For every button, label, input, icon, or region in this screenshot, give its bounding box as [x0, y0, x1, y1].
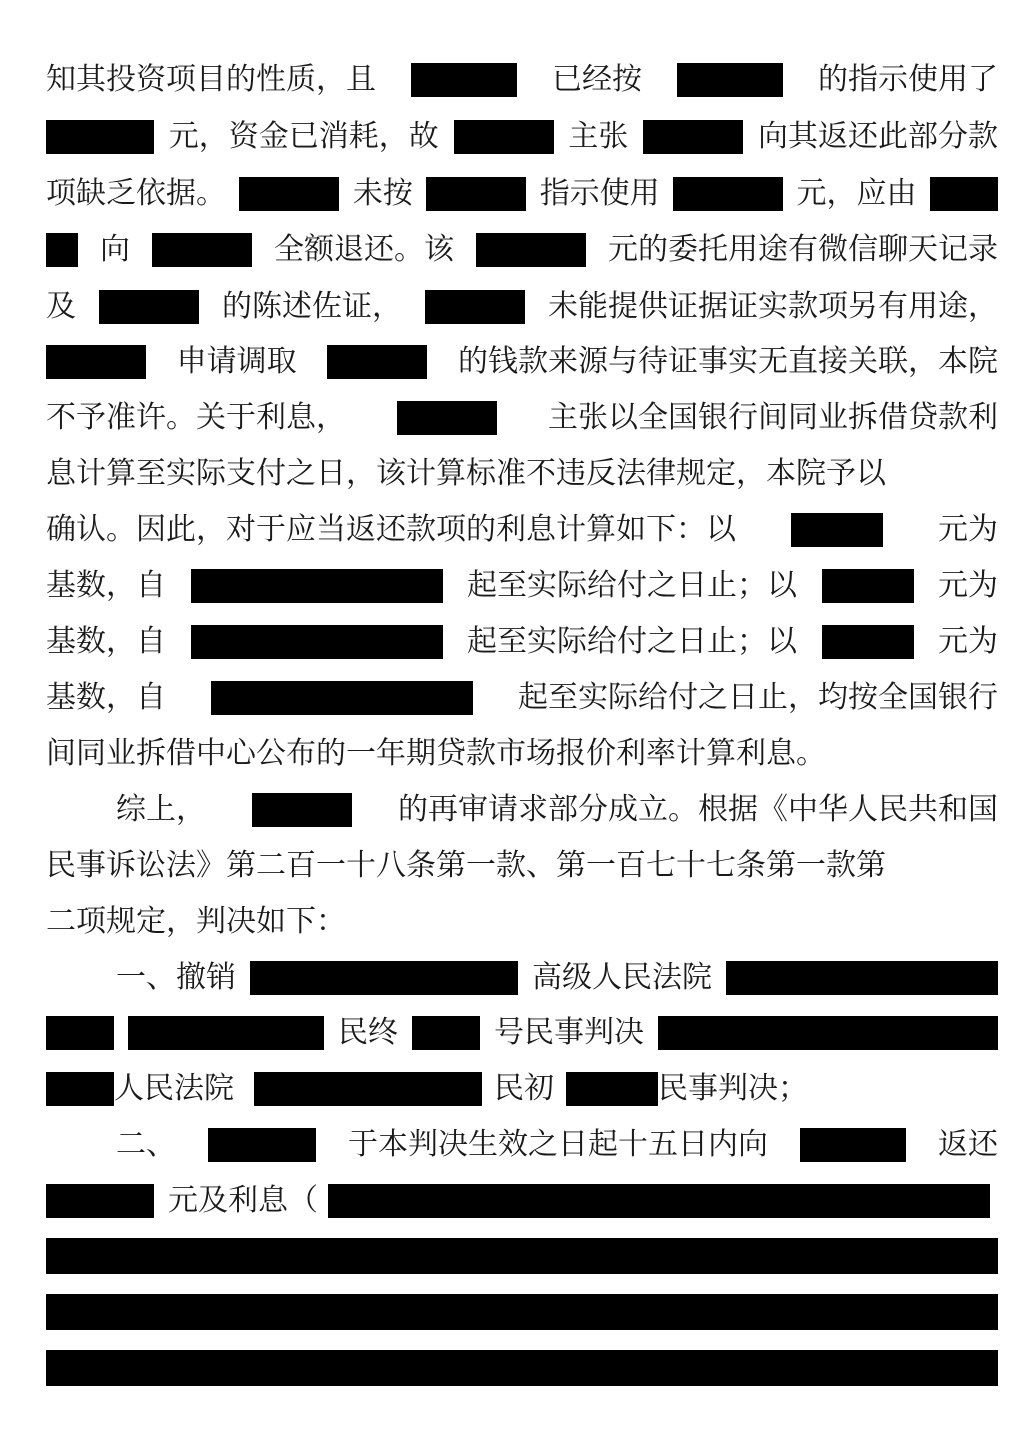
text-segment: 主张	[568, 119, 629, 154]
text-segment: 元及利息（	[168, 1183, 318, 1218]
redaction-block	[454, 120, 554, 154]
redaction-block	[822, 569, 914, 603]
redaction-block	[46, 233, 78, 267]
text-segment: 间同业拆借中心公布的一年期贷款市场报价利率计算利息。	[46, 736, 826, 771]
text-segment: 元，资金已消耗，故	[168, 119, 439, 154]
text-segment: 高级人民法院	[532, 960, 712, 995]
text-line	[46, 119, 998, 155]
text-segment: 未按	[352, 176, 413, 211]
text-segment: 民事判决；	[658, 1071, 808, 1106]
redaction-block	[658, 1016, 998, 1050]
text-segment: 主张以全国银行间同业拆借贷款利	[548, 400, 998, 435]
redaction-block	[476, 233, 586, 267]
text-segment: 元为	[938, 624, 998, 659]
redaction-block	[791, 513, 883, 547]
text-line	[46, 848, 998, 884]
text-segment: 的再审请求部分成立。根据《中华人民共和国	[398, 792, 998, 827]
redaction-block	[252, 793, 352, 827]
text-line	[46, 62, 998, 98]
text-segment: 号民事判决	[494, 1015, 644, 1050]
redaction-block	[46, 120, 154, 154]
text-segment: 元为	[938, 568, 998, 603]
redaction-block	[328, 1184, 990, 1218]
redaction-block	[566, 1072, 658, 1106]
redaction-block	[800, 1128, 906, 1162]
redaction-line	[46, 1350, 998, 1386]
text-line	[46, 736, 998, 772]
text-segment: 元为	[938, 512, 998, 547]
text-line	[46, 512, 998, 548]
text-segment: 向其返还此部分款	[757, 119, 998, 154]
text-segment: 及	[46, 289, 76, 324]
text-segment: 起至实际给付之日止；以	[467, 624, 797, 659]
redaction-block	[46, 345, 146, 379]
redaction-block	[930, 177, 998, 211]
text-segment: 不予准许。关于利息，	[46, 400, 346, 435]
text-segment: 基数，自	[46, 680, 166, 715]
text-segment: 未能提供证据证实款项另有用途，	[548, 289, 998, 324]
text-segment: 基数，自	[46, 624, 166, 659]
redaction-block	[208, 1128, 316, 1162]
text-line	[46, 792, 998, 828]
redaction-block	[250, 961, 518, 995]
text-line	[46, 960, 998, 996]
text-line	[46, 1127, 998, 1163]
text-segment: 元的委托用途有微信聊天记录	[608, 232, 998, 267]
text-segment: 民事诉讼法》第二百一十八条第一款、第一百七十七条第一款第	[46, 848, 886, 883]
text-segment: 的陈述佐证，	[222, 289, 402, 324]
text-segment: 指示使用	[539, 176, 660, 211]
redaction-block	[643, 120, 743, 154]
text-line	[46, 232, 998, 268]
text-segment: 起至实际给付之日止，均按全国银行	[518, 680, 998, 715]
text-line	[46, 624, 998, 660]
redaction-block	[46, 1184, 154, 1218]
text-segment: 息计算至实际支付之日，该计算标准不违反法律规定，本院予以	[46, 456, 886, 491]
redaction-block	[152, 233, 252, 267]
text-segment: 确认。因此，对于应当返还款项的利息计算如下：以	[46, 512, 736, 547]
text-segment: 的指示使用了	[818, 62, 998, 97]
redaction-block	[397, 401, 497, 435]
text-segment: 人民法院	[114, 1071, 234, 1106]
text-segment: 民终	[338, 1015, 398, 1050]
text-segment: 于本判决生效之日起十五日内向	[348, 1127, 768, 1162]
text-segment: 综上，	[116, 792, 206, 827]
text-line	[46, 400, 998, 436]
redaction-block	[425, 290, 525, 324]
redaction-block	[426, 177, 526, 211]
redaction-line	[46, 1294, 998, 1330]
redaction-block	[411, 63, 517, 97]
text-segment: 向	[100, 232, 130, 267]
text-line	[46, 1183, 998, 1219]
redaction-block	[673, 177, 783, 211]
redaction-block	[254, 1072, 482, 1106]
redaction-block	[412, 1016, 480, 1050]
text-segment: 基数，自	[46, 568, 166, 603]
text-segment: 全额退还。该	[274, 232, 454, 267]
text-segment: 知其投资项目的性质，且	[46, 62, 376, 97]
redaction-block	[239, 177, 339, 211]
text-segment: 项缺乏依据。	[46, 176, 226, 211]
redaction-block	[128, 1016, 324, 1050]
text-line	[46, 1071, 998, 1107]
text-line	[46, 1015, 998, 1051]
text-segment: 二、	[116, 1127, 176, 1162]
redaction-line	[46, 1238, 998, 1274]
redaction-block	[677, 63, 783, 97]
redaction-block	[191, 569, 443, 603]
text-segment: 起至实际给付之日止；以	[467, 568, 797, 603]
redaction-block	[46, 1072, 114, 1106]
text-line	[46, 904, 998, 940]
text-line	[46, 289, 998, 325]
text-line	[46, 456, 998, 492]
text-segment: 已经按	[552, 62, 642, 97]
text-line	[46, 568, 998, 604]
redaction-block	[191, 625, 443, 659]
redaction-block	[99, 290, 199, 324]
text-segment: 返还	[938, 1127, 998, 1162]
text-segment: 申请调取	[176, 344, 297, 379]
text-segment: 的钱款来源与待证事实无直接关联，本院	[457, 344, 998, 379]
text-line	[46, 176, 998, 212]
text-line	[46, 680, 998, 716]
redaction-block	[211, 681, 473, 715]
text-segment: 民初	[494, 1071, 554, 1106]
redaction-block	[327, 345, 427, 379]
text-segment: 二项规定，判决如下：	[46, 904, 346, 939]
redaction-block	[822, 625, 914, 659]
text-segment: 元，应由	[796, 176, 917, 211]
redaction-block	[46, 1016, 114, 1050]
text-line	[46, 344, 998, 380]
redaction-block	[726, 961, 998, 995]
text-segment: 一、撤销	[116, 960, 236, 995]
